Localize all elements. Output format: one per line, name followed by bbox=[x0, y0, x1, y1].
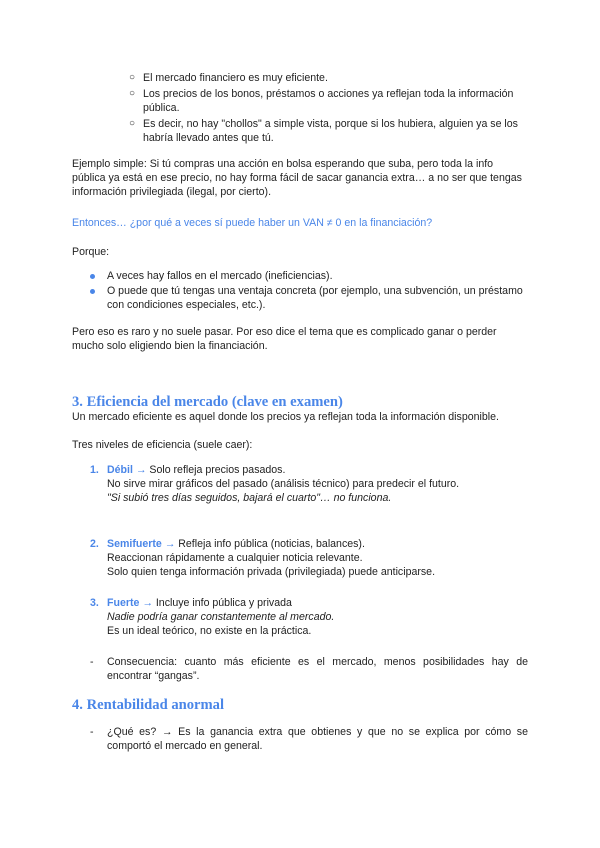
list-number: 3. bbox=[90, 597, 99, 609]
dash-marker: - bbox=[90, 726, 94, 738]
hollow-circle-bullet-icon: ○ bbox=[129, 88, 136, 99]
level-term: Semifuerte → bbox=[107, 538, 176, 550]
level-detail-2: Solo quien tenga información privada (privilegiada) puede anticiparse. bbox=[107, 566, 436, 579]
section-4-heading: 4. Rentabilidad anormal bbox=[72, 697, 225, 713]
level-desc: Solo refleja precios pasados. bbox=[146, 464, 286, 476]
bullet-dot-icon bbox=[90, 289, 95, 294]
sub-bullet-item bbox=[129, 117, 533, 145]
level-term: Fuerte → bbox=[107, 597, 153, 609]
bullet-dot-icon bbox=[90, 274, 95, 279]
section-4-item-text: ¿Qué es? → Es la ganancia extra que obtienes y que no se explica por cómo se comportó el mercado en general. bbox=[107, 726, 528, 753]
level-detail-2: Es un ideal teórico, no existe en la práctica. bbox=[107, 625, 312, 638]
conclusion-paragraph: Pero eso es raro y no suele pasar. Por eso dice el tema que es complicado ganar o perder mucho solo eligiendo bien la financiación. bbox=[72, 326, 497, 353]
list-number: 2. bbox=[90, 538, 99, 550]
reason-item bbox=[107, 269, 527, 283]
level-detail: Nadie podría ganar constantemente al mercado. bbox=[107, 611, 335, 624]
section-3-intro: Tres niveles de eficiencia (suele caer): bbox=[72, 439, 253, 451]
hollow-circle-bullet-icon: ○ bbox=[129, 72, 136, 83]
sub-bullet-text: Es decir, no hay "chollos" a simple vista, porque si los hubiera, alguien ya se los habría llevado antes que tú. bbox=[143, 118, 518, 145]
section-3-definition: Un mercado eficiente es aquel donde los precios ya reflejan toda la información disponible. bbox=[72, 411, 499, 423]
level-desc: Refleja info pública (noticias, balances). bbox=[175, 538, 365, 550]
level-desc: Incluye info pública y privada bbox=[152, 597, 292, 609]
level-detail: Reaccionan rápidamente a cualquier noticia relevante. bbox=[107, 552, 363, 565]
reason-item bbox=[107, 284, 527, 312]
sub-bullet-item bbox=[129, 87, 533, 115]
consequence-text: Consecuencia: cuanto más eficiente es el mercado, menos posibilidades hay de encontrar “gangas”. bbox=[107, 656, 528, 683]
level-example: "Si subió tres días seguidos, bajará el cuarto"… no funciona. bbox=[107, 492, 392, 505]
because-label: Porque: bbox=[72, 246, 110, 258]
sub-bullet-text: Los precios de los bonos, préstamos o acciones ya reflejan toda la información pública. bbox=[143, 88, 514, 115]
list-number: 1. bbox=[90, 464, 99, 476]
sub-bullet-item bbox=[129, 71, 533, 85]
reason-text: O puede que tú tengas una ventaja concreta (por ejemplo, una subvención, un préstamo con condiciones especiales, etc.). bbox=[107, 285, 523, 312]
section-3-heading: 3. Eficiencia del mercado (clave en examen) bbox=[72, 394, 343, 410]
example-paragraph: Ejemplo simple: Si tú compras una acción en bolsa esperando que suba, pero toda la info pública ya está en ese precio, no hay forma fácil de sacar ganancia extra… a no ser que tengas información privilegiada (ilegal, por cierto). bbox=[72, 158, 522, 199]
reason-text: A veces hay fallos en el mercado (ineficiencias). bbox=[107, 270, 333, 282]
level-detail: No sirve mirar gráficos del pasado (análisis técnico) para predecir el futuro. bbox=[107, 478, 460, 491]
dash-marker: - bbox=[90, 656, 94, 668]
level-term: Débil → bbox=[107, 464, 147, 476]
hollow-circle-bullet-icon: ○ bbox=[129, 118, 136, 129]
sub-bullet-text: El mercado financiero es muy eficiente. bbox=[143, 72, 328, 84]
question-line: Entonces… ¿por qué a veces sí puede haber un VAN ≠ 0 en la financiación? bbox=[72, 217, 433, 229]
